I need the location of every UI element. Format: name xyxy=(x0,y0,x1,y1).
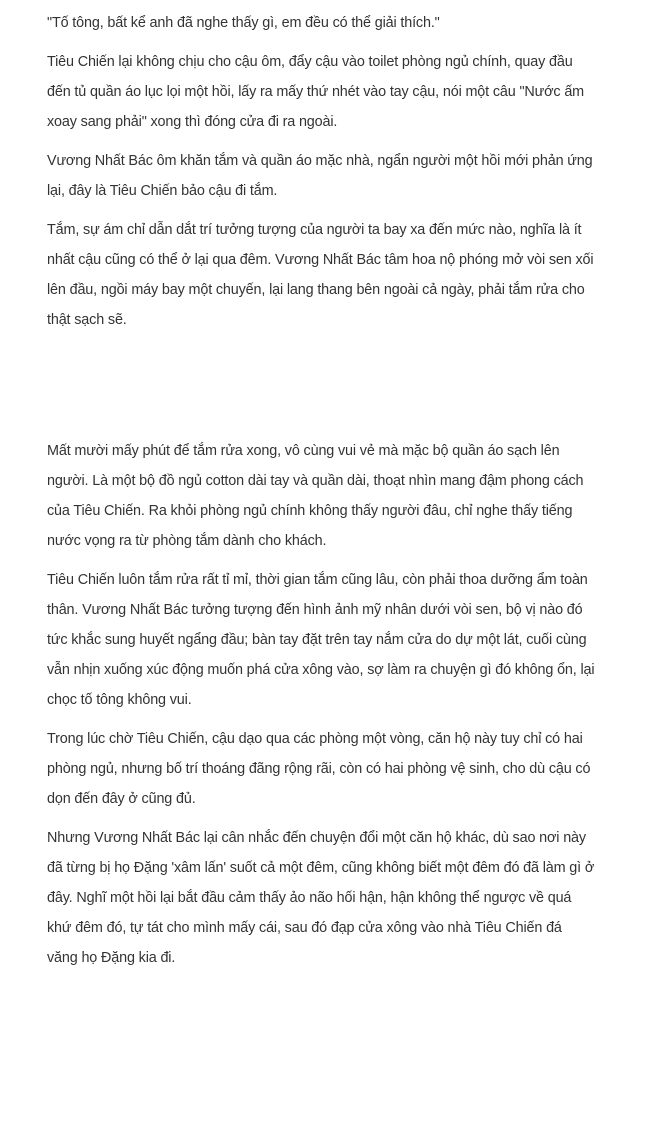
paragraph: Tắm, sự ám chỉ dẫn dắt trí tưởng tượng của người ta bay xa đến mức nào, nghĩa là ít nhất cậu cũng có thể ở lại qua đêm. Vương Nhất Bác tâm hoa nộ phóng mở vòi sen xối lên đầu, ngồi máy bay một chuyến, lại lang thang bên ngoài cả ngày, phải tắm rửa cho thật sạch sẽ. xyxy=(47,222,594,328)
paragraph: "Tố tông, bất kể anh đã nghe thấy gì, em đều có thể giải thích." xyxy=(47,15,440,31)
paragraph: Nhưng Vương Nhất Bác lại cân nhắc đến chuyện đổi một căn hộ khác, dù sao nơi này đã từng bị họ Đặng 'xâm lấn' suốt cả một đêm, cũng không biết một đêm đó đã làm gì ở đây. Nghĩ một hồi lại bắt đầu cảm thấy ảo não hối hận, hận không thể ngược về quá khứ đêm đó, tự tát cho mình mấy cái, sau đó đạp cửa xông vào nhà Tiêu Chiến đá văng họ Đặng kia đi. xyxy=(47,830,595,966)
paragraph: Vương Nhất Bác ôm khăn tắm và quần áo mặc nhà, ngẩn người một hồi mới phản ứng lại, đây là Tiêu Chiến bảo cậu đi tắm. xyxy=(47,153,593,199)
article-body xyxy=(47,8,595,982)
paragraph: Trong lúc chờ Tiêu Chiến, cậu dạo qua các phòng một vòng, căn hộ này tuy chỉ có hai phòng ngủ, nhưng bố trí thoáng đãng rộng rãi, còn có hai phòng vệ sinh, cho dù cậu có dọn đến đây ở cũng đủ. xyxy=(47,731,591,807)
section-spacer xyxy=(47,344,595,436)
paragraph: Tiêu Chiến lại không chịu cho cậu ôm, đẩy cậu vào toilet phòng ngủ chính, quay đầu đến tủ quần áo lục lọi một hồi, lấy ra mấy thứ nhét vào tay cậu, nói một câu "Nước ấm xoay sang phải" xong thì đóng cửa đi ra ngoài. xyxy=(47,54,585,130)
paragraph: Mất mười mấy phút để tắm rửa xong, vô cùng vui vẻ mà mặc bộ quần áo sạch lên người. Là một bộ đồ ngủ cotton dài tay và quần dài, thoạt nhìn mang đậm phong cách của Tiêu Chiến. Ra khỏi phòng ngủ chính không thấy người đâu, chỉ nghe thấy tiếng nước vọng ra từ phòng tắm dành cho khách. xyxy=(47,443,584,549)
paragraph: Tiêu Chiến luôn tắm rửa rất tỉ mỉ, thời gian tắm cũng lâu, còn phải thoa dưỡng ẩm toàn thân. Vương Nhất Bác tưởng tượng đến hình ảnh mỹ nhân dưới vòi sen, bộ vị nào đó tức khắc sung huyết ngẩng đầu; bàn tay đặt trên tay nắm cửa do dự một lát, cuối cùng vẫn nhịn xuống xúc động muốn phá cửa xông vào, sợ làm ra chuyện gì đó không ổn, lại chọc tố tông không vui. xyxy=(47,572,595,708)
